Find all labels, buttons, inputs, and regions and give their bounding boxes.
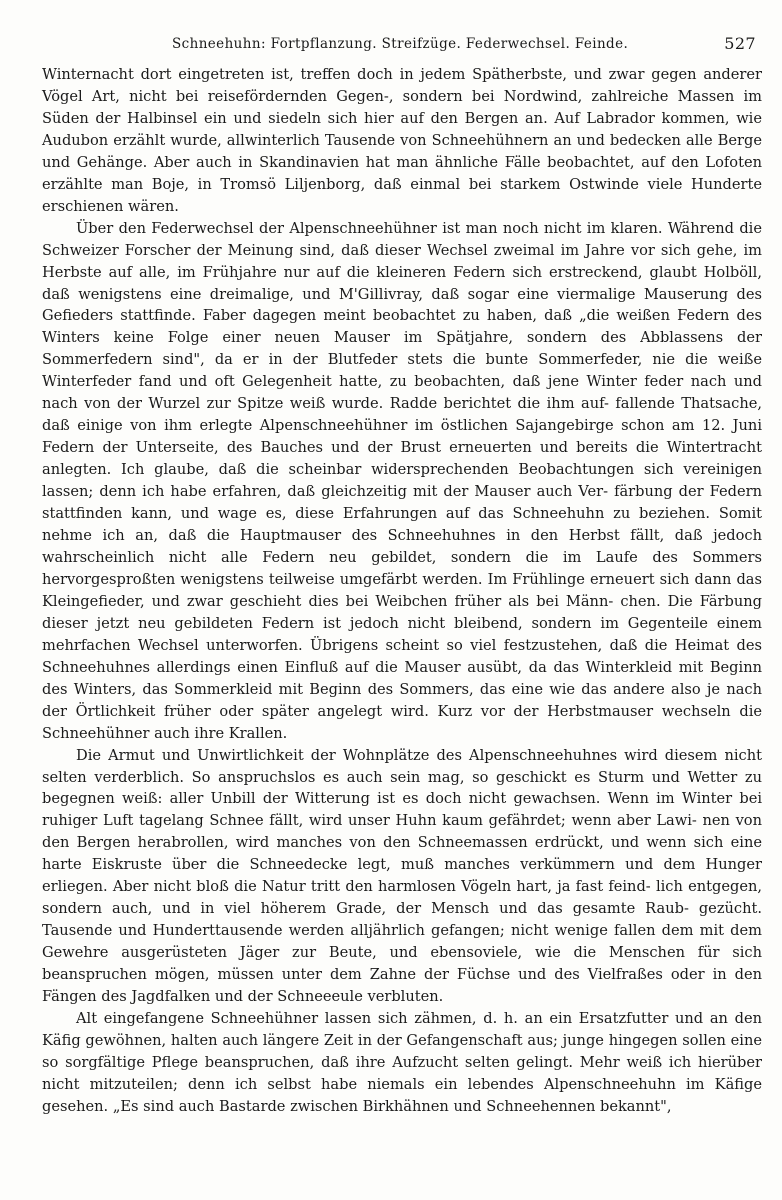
page-number: 527 <box>724 34 756 53</box>
running-header <box>42 30 762 64</box>
paragraph-continuation: Winternacht dort eingetreten ist, treffen doch in jedem Spätherbste, und zwar gegen anderer Vögel Art, nicht bei reisefördernden Gegen-, sondern bei Nordwind, zahlreiche Massen im Süden der Halbinsel ein und siedeln sich hier auf den Bergen an. Auf Labrador kommen, wie Audubon erzählt wurde, allwinterlich Tausende von Schneehühnern an und bedecken alle Berge und Gehänge. Aber auch in Skandinavien hat man ähnliche Fälle beobachtet, auf den Lofoten erzählte man Boje, in Tromsö Liljenborg, daß einmal bei starkem Ostwinde viele Hunderte erschienen wären. <box>42 66 762 215</box>
running-title: Schneehuhn: Fortpflanzung. Streifzüge. Federwechsel. Feinde. <box>172 36 629 52</box>
paragraph-gefangenschaft: Alt eingefangene Schneehühner lassen sich zähmen, d. h. an ein Ersatzfutter und an den Käfig gewöhnen, halten auch längere Zeit in der Gefangenschaft aus; junge hingegen sollen eine so sorgfältige Pflege beanspruchen, daß ihre Aufzucht selten gelingt. Mehr weiß ich hierüber nicht mitzuteilen; denn ich selbst habe niemals ein lebendes Alpenschneehuhn im Käfige gesehen. „Es sind auch Bastarde zwischen Birkhähnen und Schneehennen bekannt", <box>42 1009 762 1115</box>
paragraph-federwechsel: Über den Federwechsel der Alpenschneehühner ist man noch nicht im klaren. Während die Schweizer Forscher der Meinung sind, daß dieser Wechsel zweimal im Jahre vor sich gehe, im Herbste auf alle, im Frühjahre nur auf die kleineren Federn sich erstreckend, glaubt Holböll, daß wenigstens eine dreimalige, und M'Gillivray, daß sogar eine viermalige Mauserung des Gefieders stattfinde. Faber dagegen meint beobachtet zu haben, daß „die weißen Federn des Winters keine Folge einer neuen Mauser im Spätjahre, sondern des Abblassens der Sommerfedern sind", da er in der Blutfeder stets die bunte Sommerfeder, nie die weiße Winterfeder fand und oft Gelegenheit hatte, zu beobachten, daß jene Winter feder nach und nach von der Wurzel zur Spitze weiß wurde. Radde berichtet die ihm auf- fallende Thatsache, daß einige von ihm erlegte Alpenschneehühner im östlichen Sajangebirge schon am 12. Juni Federn der Unterseite, des Bauches und der Brust erneuerten und bereits die Wintertracht anlegten. Ich glaube, daß die scheinbar widersprechenden Beobachtungen sich vereinigen lassen; denn ich habe erfahren, daß gleichzeitig mit der Mauser auch Ver- färbung der Federn stattfinden kann, und wage es, diese Erfahrungen auf das Schneehuhn zu beziehen. Somit nehme ich an, daß die Hauptmauser des Schneehuhnes in den Herbst fällt, daß jedoch wahrscheinlich nicht alle Federn neu gebildet, sondern die im Laufe des Sommers hervorgesproßten wenigstens teilweise umgefärbt werden. Im Frühlinge erneuert sich dann das Kleingefieder, und zwar geschieht dies bei Weibchen früher als bei Männ- chen. Die Färbung dieser jetzt neu gebildeten Federn ist jedoch nicht bleibend, sondern im Gegenteile einem mehrfachen Wechsel unterworfen. Übrigens scheint so viel festzustehen, daß die Heimat des Schneehuhnes allerdings einen Einfluß auf die Mauser ausübt, da das Winterkleid mit Beginn des Winters, das Sommerkleid mit Beginn des Sommers, das eine wie das andere also je nach der Örtlichkeit früher oder später angelegt wird. Kurz vor der Herbstmauser wechseln die Schneehühner auch ihre Krallen. <box>42 219 762 742</box>
body-text <box>42 64 762 1118</box>
paragraph-feinde: Die Armut und Unwirtlichkeit der Wohnplätze des Alpenschneehuhnes wird diesem nicht selten verderblich. So anspruchslos es auch sein mag, so geschickt es Sturm und Wetter zu begegnen weiß: aller Unbill der Witterung ist es doch nicht gewachsen. Wenn im Winter bei ruhiger Luft tagelang Schnee fällt, wird unser Huhn kaum gefährdet; wenn aber Lawi- nen von den Bergen herabrollen, wird manches von den Schneemassen erdrückt, und wenn sich eine harte Eiskruste über die Schneedecke legt, muß manches verkümmern und dem Hunger erliegen. Aber nicht bloß die Natur tritt den harmlosen Vögeln hart, ja fast feind- lich entgegen, sondern auch, und in viel höherem Grade, der Mensch und das gesamte Raub- gezücht. Tausende und Hunderttausende werden alljährlich gefangen; nicht wenige fallen dem mit dem Gewehre ausgerüsteten Jäger zur Beute, und ebensoviele, wie die Menschen für sich beanspruchen mögen, müssen unter dem Zahne der Füchse und des Vielfraßes oder in den Fängen des Jagdfalken und der Schneeeule verbluten. <box>42 746 762 1006</box>
